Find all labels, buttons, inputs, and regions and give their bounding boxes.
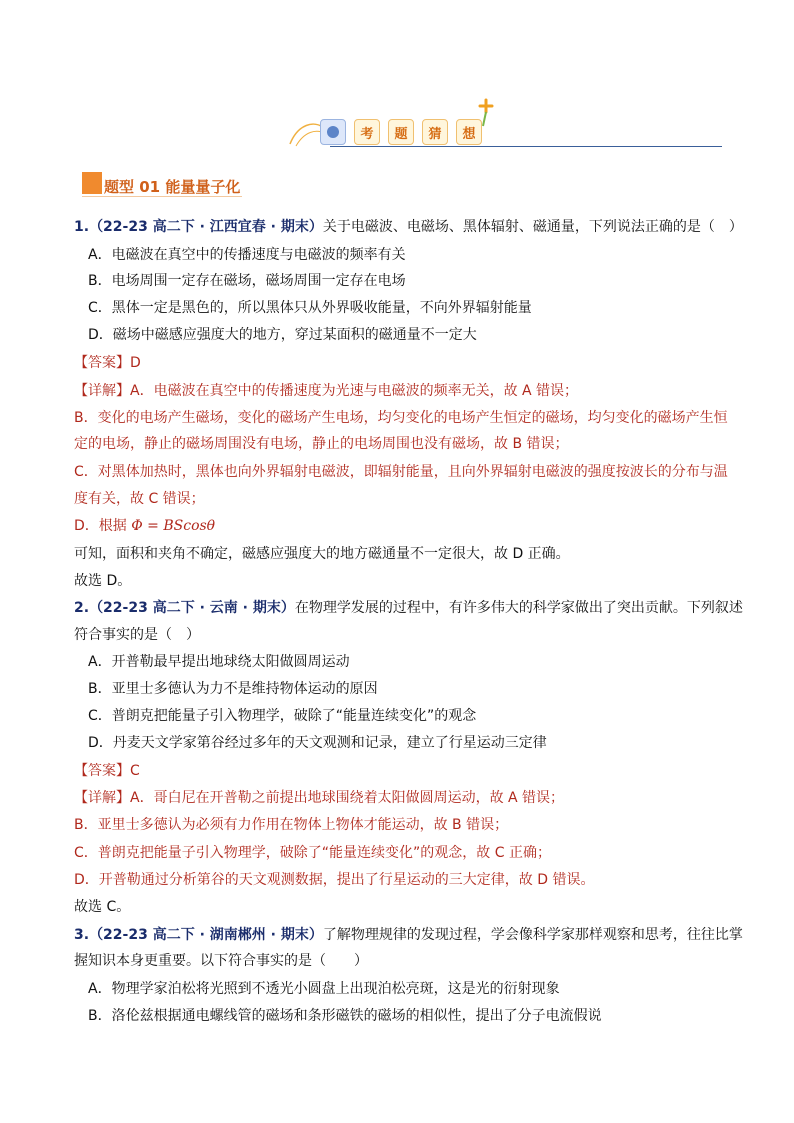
question-3-stem-cont: 握知识本身更重要。以下符合事实的是（ ）: [74, 953, 368, 969]
question-1-detail-line: 度有关，故 C 错误；: [74, 491, 205, 507]
banner-char-1: 考: [354, 119, 380, 145]
question-1-detail-line: 【详解】A．电磁波在真空中的传播速度为光速与电磁波的频率无关，故 A 错误；: [74, 383, 579, 399]
question-2-conclusion: 故选 C。: [74, 899, 131, 915]
question-3-stem: 3.（22-23 高二下 · 湖南郴州 · 期末）了解物理规律的发现过程，学会像科学家那样观察和思考，往往比掌: [74, 927, 743, 943]
question-1-detail-line: C．对黑体加热时，黑体也向外界辐射电磁波，即辐射能量，且向外界辐射电磁波的强度按波长的分布与温: [74, 464, 728, 480]
question-1-detail-line: D．根据 Φ = BScosθ: [74, 518, 216, 534]
question-2-detail-line: 【详解】A．哥白尼在开普勒之前提出地球围绕着太阳做圆周运动，故 A 错误；: [74, 790, 565, 806]
question-1-conclusion: 故选 D。: [74, 573, 132, 589]
sparkle-plus-icon: [477, 98, 495, 128]
question-2-option-c: C．普朗克把能量子引入物理学，破除了“能量连续变化”的观念: [88, 708, 477, 724]
banner-char-3: 猜: [422, 119, 448, 145]
question-1-option-a: A．电磁波在真空中的传播速度与电磁波的频率有关: [88, 247, 406, 263]
bullet-icon: [320, 119, 346, 145]
question-2-stem: 2.（22-23 高二下 · 云南 · 期末）在物理学发展的过程中，有许多伟大的科学家做出了突出贡献。下列叙述: [74, 600, 743, 616]
question-1-detail-line: 可知，面积和夹角不确定，磁感应强度大的地方磁通量不一定很大，故 D 正确。: [74, 546, 570, 562]
question-2-stem-cont: 符合事实的是（ ）: [74, 627, 200, 643]
section-title: 题型 01 能量量子化: [104, 178, 241, 196]
question-2-detail-line: D．开普勒通过分析第谷的天文观测数据，提出了行星运动的三大定律，故 D 错误。: [74, 872, 595, 888]
question-1-detail-line: B．变化的电场产生磁场，变化的磁场产生电场，均匀变化的电场产生恒定的磁场，均匀变化的磁场产生恒: [74, 410, 728, 426]
flux-formula: Φ = BScosθ: [131, 518, 216, 534]
question-1-option-c: C．黑体一定是黑色的，所以黑体只从外界吸收能量，不向外界辐射能量: [88, 300, 532, 316]
question-2-option-b: B．亚里士多德认为力不是维持物体运动的原因: [88, 681, 378, 697]
question-3-option-b: B．洛伦兹根据通电螺线管的磁场和条形磁铁的磁场的相似性，提出了分子电流假说: [88, 1008, 602, 1024]
question-2-option-d: D．丹麦天文学家第谷经过多年的天文观测和记录，建立了行星运动三定律: [88, 735, 547, 751]
question-2-detail-line: C．普朗克把能量子引入物理学，破除了“能量连续变化”的观念，故 C 正确；: [74, 845, 551, 861]
question-2-option-a: A．开普勒最早提出地球绕太阳做圆周运动: [88, 654, 350, 670]
question-1-stem: 1.（22-23 高二下 · 江西宜春 · 期末）关于电磁波、电磁场、黑体辐射、磁通量，下列说法正确的是（ ）: [74, 219, 743, 235]
question-1-answer: 【答案】D: [74, 355, 141, 371]
question-1-option-b: B．电场周围一定存在磁场，磁场周围一定存在电场: [88, 273, 406, 289]
banner-char-4: 想: [456, 119, 482, 145]
question-1-option-d: D．磁场中磁感应强度大的地方，穿过某面积的磁通量不一定大: [88, 327, 477, 343]
question-2-detail-line: B．亚里士多德认为必须有力作用在物体上物体才能运动，故 B 错误；: [74, 817, 509, 833]
section-marker: [82, 172, 102, 194]
question-2-answer: 【答案】C: [74, 763, 140, 779]
question-3-source: （22-23 高二下 · 湖南郴州 · 期末）: [89, 927, 323, 943]
question-1-source: （22-23 高二下 · 江西宜春 · 期末）: [89, 219, 323, 235]
question-3-option-a: A．物理学家泊松将光照到不透光小圆盘上出现泊松亮斑，这是光的衍射现象: [88, 981, 560, 997]
banner-char-2: 题: [388, 119, 414, 145]
banner-rule: [330, 146, 722, 147]
question-2-source: （22-23 高二下 · 云南 · 期末）: [89, 600, 295, 616]
section-underline: [82, 196, 242, 197]
question-1-detail-line: 定的电场，静止的磁场周围没有电场，静止的电场周围也没有磁场，故 B 错误；: [74, 436, 569, 452]
